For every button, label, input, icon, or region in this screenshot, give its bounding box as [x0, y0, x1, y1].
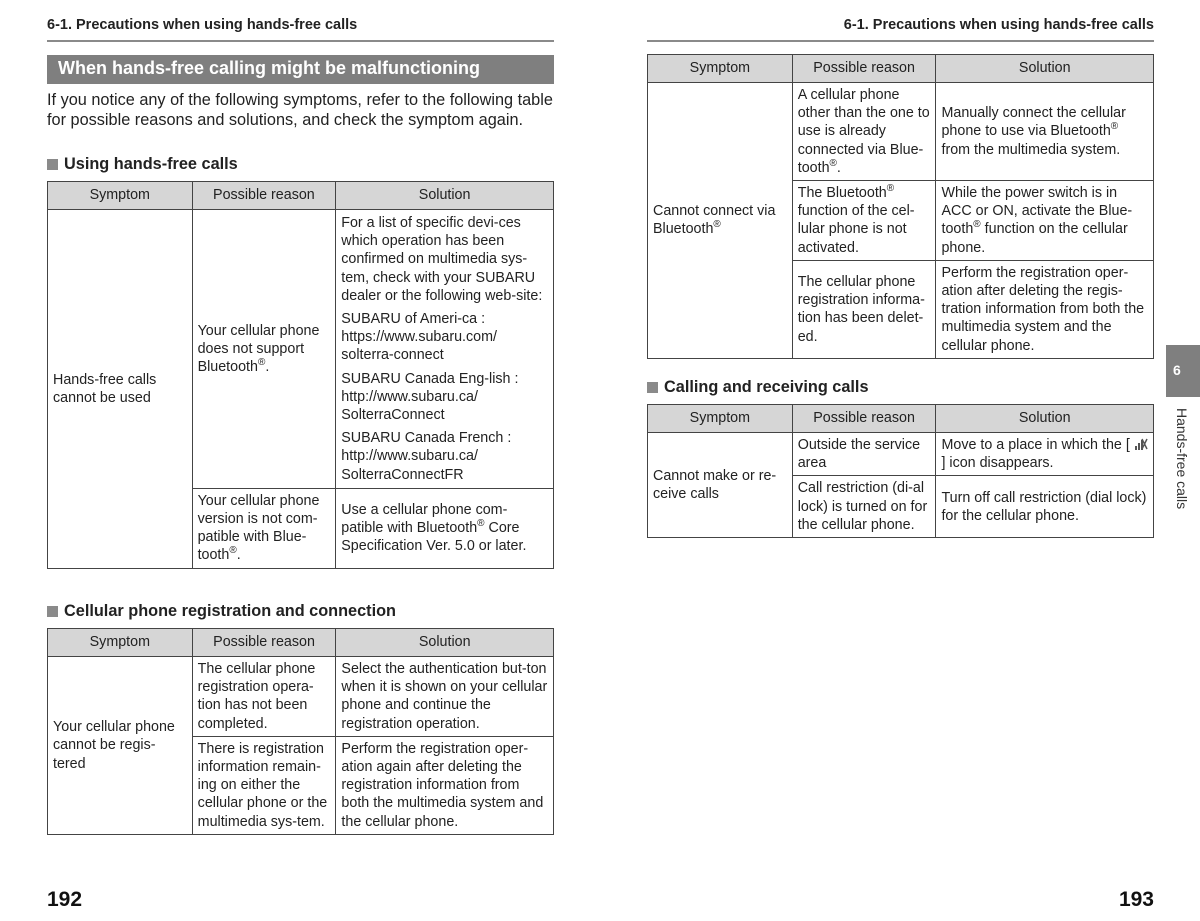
- header-rule: [647, 40, 1154, 42]
- table-registration: [47, 628, 554, 835]
- reason-cell: The cellular phone registration opera-tion has not been completed.: [192, 657, 336, 737]
- table-row: [648, 83, 1154, 181]
- table-row: [48, 657, 554, 737]
- symptom-cell: Hands-free calls cannot be used: [48, 210, 193, 569]
- page-number: 192: [47, 888, 83, 911]
- chapter-tab: 6: [1166, 345, 1200, 397]
- section-heading-calling: Calling and receiving calls: [647, 378, 869, 397]
- registered-mark: ®: [973, 219, 981, 231]
- header-solution: Solution: [936, 55, 1154, 83]
- header-reason: Possible reason: [792, 55, 936, 83]
- reason-cell: The Bluetooth® function of the cel-lular phone is not activated.: [792, 181, 936, 261]
- square-bullet-icon: [647, 382, 658, 393]
- intro-paragraph: If you notice any of the following symptoms, refer to the following table for possible reasons and solutions, and check the symptom again.: [47, 91, 553, 129]
- solution-cell: [336, 210, 554, 489]
- registered-mark: ®: [886, 183, 895, 195]
- reason-cell: A cellular phone other than the one to use is already connected via Blue-tooth®.: [792, 83, 936, 181]
- solution-text: For a list of specific devi-ces which operation has been confirmed on multimedia sys-tem, check with your SUBARU dealer or the following web-site:: [341, 215, 543, 304]
- registered-mark: ®: [829, 157, 837, 169]
- table-calling: [647, 404, 1154, 538]
- symptom-cell: Your cellular phone cannot be regis-tered: [48, 657, 193, 835]
- table-using-hands-free: [47, 181, 554, 569]
- header-solution: Solution: [336, 629, 554, 657]
- reason-cell: There is registration information remain-ing on either the cellular phone or the multimedia sys-tem.: [192, 736, 336, 834]
- reason-cell: Outside the service area: [792, 433, 936, 476]
- header-symptom: Symptom: [648, 405, 793, 433]
- solution-cell: Move to a place in which the [ ] icon disappears.: [936, 433, 1154, 476]
- reason-cell: Your cellular phone does not support Bluetooth®.: [192, 210, 336, 489]
- square-bullet-icon: [47, 159, 58, 170]
- no-signal-icon: [1134, 438, 1148, 450]
- reason-cell: The cellular phone registration informa-tion has been delet-ed.: [792, 260, 936, 358]
- solution-cell: Manually connect the cellular phone to use via Bluetooth® from the multimedia system.: [936, 83, 1154, 181]
- registered-mark: ®: [713, 219, 721, 231]
- page-number: 193: [1118, 888, 1154, 911]
- link-subaru-canada-french[interactable]: SUBARU Canada French : http://www.subaru.ca/ SolterraConnectFR: [341, 430, 512, 483]
- header-solution: Solution: [336, 182, 554, 210]
- registered-mark: ®: [477, 518, 485, 530]
- solution-cell: Perform the registration oper-ation again after deleting the registration information from both the multimedia system and the cellular phone.: [336, 736, 554, 834]
- solution-cell: Select the authentication but-ton when it is shown on your cellular phone and continue the registration operation.: [336, 657, 554, 737]
- solution-cell: Use a cellular phone com-patible with Bluetooth® Core Specification Ver. 5.0 or later.: [336, 488, 554, 568]
- header-symptom: Symptom: [48, 629, 193, 657]
- header-symptom: Symptom: [48, 182, 193, 210]
- square-bullet-icon: [47, 606, 58, 617]
- table-row: [48, 210, 554, 489]
- table-row: [648, 433, 1154, 476]
- header-reason: Possible reason: [192, 182, 336, 210]
- header-symptom: Symptom: [648, 55, 793, 83]
- section-heading-using-hands-free: Using hands-free calls: [47, 155, 238, 174]
- header-reason: Possible reason: [792, 405, 936, 433]
- section-heading-registration: Cellular phone registration and connection: [47, 602, 396, 621]
- header-rule: [47, 40, 554, 42]
- table-bluetooth-connect: [647, 54, 1154, 359]
- registered-mark: ®: [229, 545, 237, 557]
- solution-cell: Perform the registration oper-ation after deleting the regis-tration information from both the multimedia system and the cellular phone.: [936, 260, 1154, 358]
- running-head: 6-1. Precautions when using hands-free calls: [843, 17, 1154, 33]
- registered-mark: ®: [1110, 121, 1119, 133]
- symptom-cell: Cannot connect via Bluetooth®: [648, 83, 793, 359]
- registered-mark: ®: [257, 357, 266, 369]
- solution-cell: While the power switch is in ACC or ON, activate the Blue-tooth® function on the cellular phone.: [936, 181, 1154, 261]
- link-subaru-america[interactable]: SUBARU of Ameri-ca : https://www.subaru.com/ solterra-connect: [341, 311, 497, 364]
- solution-cell: Turn off call restriction (dial lock) for the cellular phone.: [936, 476, 1154, 538]
- header-solution: Solution: [936, 405, 1154, 433]
- link-subaru-canada-english[interactable]: SUBARU Canada Eng-lish : http://www.subaru.ca/ SolterraConnect: [341, 370, 519, 424]
- symptom-cell: Cannot make or re-ceive calls: [648, 433, 793, 538]
- chapter-tab-label: Hands-free calls: [1174, 408, 1190, 510]
- reason-cell: Your cellular phone version is not com-patible with Blue-tooth®.: [192, 488, 336, 568]
- reason-cell: Call restriction (di-al lock) is turned on for the cellular phone.: [792, 476, 936, 538]
- section-title: When hands-free calling might be malfunctioning: [47, 55, 554, 84]
- header-reason: Possible reason: [192, 629, 336, 657]
- running-head: 6-1. Precautions when using hands-free calls: [47, 17, 358, 33]
